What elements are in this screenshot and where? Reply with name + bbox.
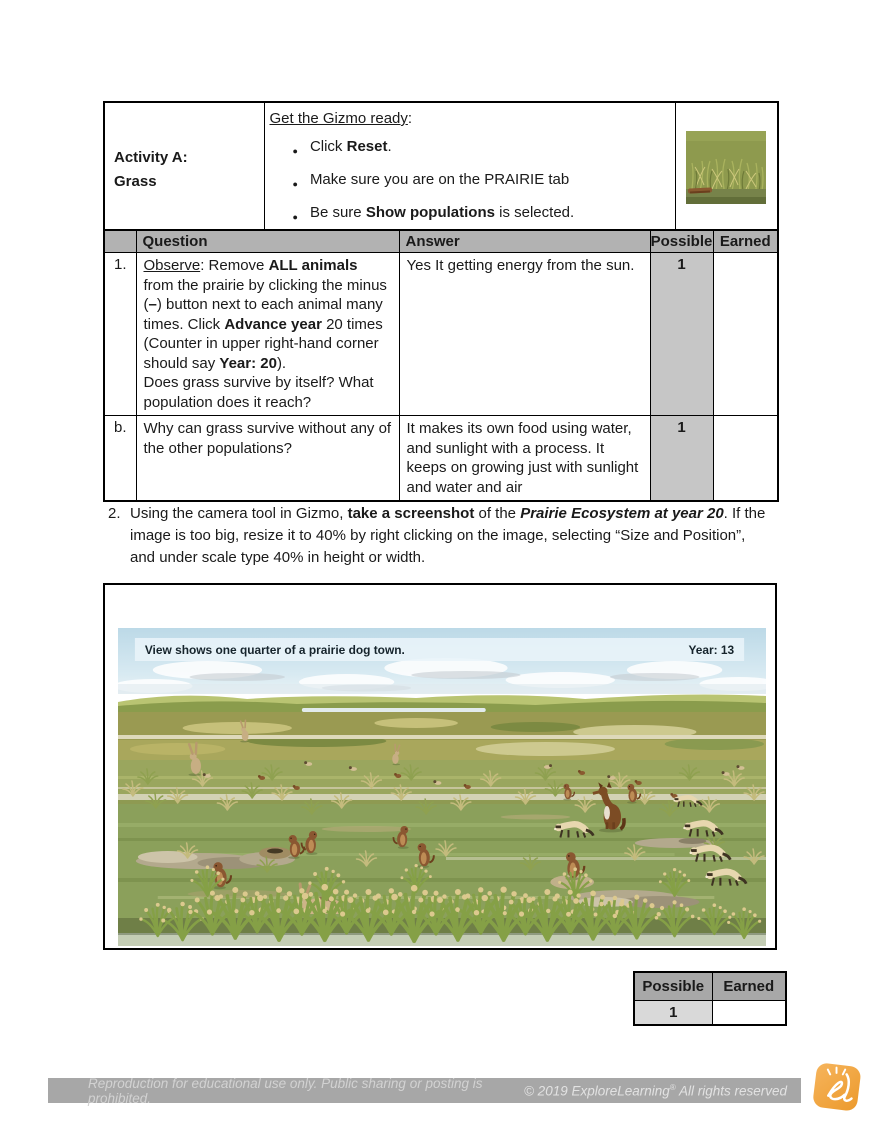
- bullet-icon: ●: [292, 179, 298, 189]
- questions-table-header-row: [104, 230, 778, 253]
- bullet-icon: ●: [292, 212, 298, 222]
- row1-question: Observe: Remove ALL animals from the prairie by clicking the minus (–) button next to each animal many times. Click Advance year 20 times (Counter in upper right-hand corner should say Year: 20). Does grass survive by itself? What population does it reach?: [136, 253, 399, 416]
- task-2-number: 2.: [108, 505, 121, 522]
- score-header-possible: Possible: [634, 972, 712, 1001]
- bottom-strip: [118, 935, 766, 946]
- bullet-click-reset: ● Click Reset.: [293, 137, 669, 161]
- bullet-icon: ●: [292, 146, 298, 156]
- score-table-header-row: [634, 972, 786, 1001]
- explorelearning-el-icon: [808, 1056, 866, 1116]
- midfield-mosaic: [118, 712, 766, 762]
- gizmo-ready-cell: [264, 102, 675, 237]
- gizmo-year-counter: Year: 13: [688, 642, 735, 658]
- score-possible-value: 1: [634, 1001, 712, 1026]
- header-question: Question: [136, 230, 399, 253]
- bullet-show-populations: ● Be sure Show populations is selected.: [293, 203, 669, 227]
- activity-table: [103, 101, 779, 238]
- header-possible: Possible: [650, 230, 713, 253]
- activity-title-line2: Grass: [114, 172, 157, 190]
- gizmo-ready-colon: :: [407, 110, 413, 127]
- bullet-prairie-tab: ● Make sure you are on the PRAIRIE tab: [293, 170, 669, 194]
- task-2-paragraph: [108, 503, 770, 569]
- explorelearning-logo: [808, 1056, 866, 1116]
- activity-title-cell: [104, 102, 264, 237]
- prairie-ecosystem-image: [118, 628, 766, 946]
- gizmo-ready-bullets: [270, 137, 669, 227]
- rowb-number: b.: [104, 416, 136, 502]
- score-header-earned: Earned: [712, 972, 786, 1001]
- gizmo-ready-heading: [270, 110, 669, 127]
- score-earned-value: [712, 1001, 786, 1026]
- header-earned: Earned: [713, 230, 778, 253]
- rowb-possible: 1: [650, 416, 713, 502]
- header-blank-cell: [104, 230, 136, 253]
- score-table-value-row: [634, 1001, 786, 1026]
- footer-bar: [48, 1075, 801, 1106]
- activity-title-line1: Activity A:: [114, 149, 188, 167]
- gizmo-screenshot-frame: [103, 583, 777, 950]
- score-table: [633, 971, 787, 1026]
- footer-copyright-notice: Reproduction for educational use only. Public sharing or posting is prohibited.: [88, 1075, 483, 1106]
- row1-possible: 1: [650, 253, 713, 416]
- header-answer: Answer: [399, 230, 650, 253]
- task-2-text: Using the camera tool in Gizmo, take a screenshot of the Prairie Ecosystem at year 20. If the image is too big, resize it to 40% by right clicking on the image, selecting “Size and Position”, and under scale type 40% in height or width.: [130, 505, 766, 566]
- question-row-1: [104, 253, 778, 416]
- row1-number: 1.: [104, 253, 136, 416]
- rowb-question: Why can grass survive without any of the other populations?: [136, 416, 399, 502]
- mid-band: [118, 760, 766, 806]
- gizmo-caption-text: View shows one quarter of a prairie dog town.: [144, 642, 405, 658]
- grass-thumbnail-cell: [675, 102, 778, 237]
- questions-table: [103, 229, 779, 502]
- question-row-b: [104, 416, 778, 502]
- rowb-earned: [713, 416, 778, 502]
- row1-answer: Yes It getting energy from the sun.: [399, 253, 650, 416]
- grass-thumbnail-image: [686, 131, 766, 204]
- row1-earned: [713, 253, 778, 416]
- gizmo-ready-heading-text: Get the Gizmo ready: [269, 110, 408, 127]
- row1-question-line2: Does grass survive by itself? What population does it reach?: [143, 374, 374, 411]
- footer-rights-text: © 2019 ExploreLearning® All rights reserved: [523, 1082, 787, 1099]
- rowb-answer: It makes its own food using water, and sunlight with a process. It keeps on growing just with sunlight and water and air: [399, 416, 650, 502]
